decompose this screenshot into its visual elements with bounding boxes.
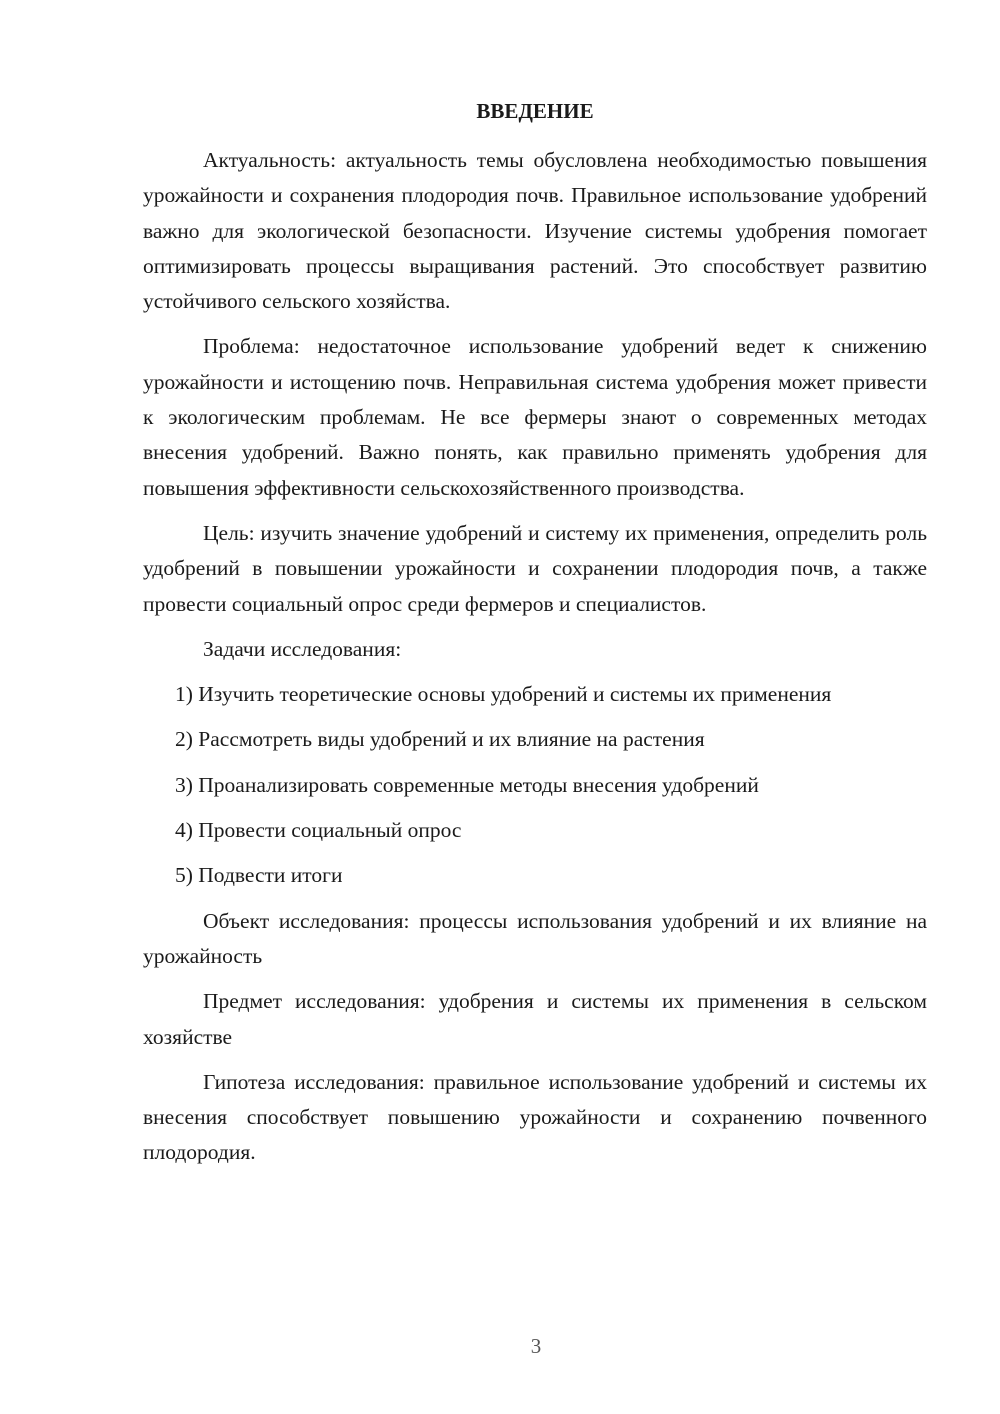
task-item: 2) Рассмотреть виды удобрений и их влияние на растения xyxy=(175,727,705,752)
paragraph-goal: Цель: изучить значение удобрений и систему их применения, определить роль удобрений в повышении урожайности и сохранении плодородия почв, а также провести социальный опрос среди фермеров и специалистов. xyxy=(143,520,927,616)
task-item: 4) Провести социальный опрос xyxy=(175,818,462,843)
paragraph-hypothesis: Гипотеза исследования: правильное использование удобрений и системы их внесения способствует повышению урожайности и сохранению почвенного плодородия. xyxy=(143,1069,927,1165)
task-item: 3) Проанализировать современные методы внесения удобрений xyxy=(175,772,759,797)
paragraph-object: Объект исследования: процессы использования удобрений и их влияние на урожайность xyxy=(143,908,927,968)
task-item: 1) Изучить теоретические основы удобрений и системы их применения xyxy=(175,682,832,707)
document-page xyxy=(143,96,927,1181)
page-title: ВВЕДЕНИЕ xyxy=(476,99,594,123)
paragraph-problem: Проблема: недостаточное использование удобрений ведет к снижению урожайности и истощению почв. Неправильная система удобрения может привести к экологическим проблемам. Не все фермеры знают о современных методах внесения удобрений. Важно понять, как правильно применять удобрения для повышения эффективности сельскохозяйственного производства. xyxy=(143,334,927,500)
task-item: 5) Подвести итоги xyxy=(175,863,343,888)
paragraph-relevance: Актуальность: актуальность темы обусловлена необходимостью повышения урожайности и сохранения плодородия почв. Правильное использование удобрений важно для экологической безопасности. Изучение системы удобрения помогает оптимизировать процессы выращивания растений. Это способствует развитию устойчивого сельского хозяйства. xyxy=(143,148,927,314)
page-number: 3 xyxy=(530,1334,542,1358)
paragraph-subject: Предмет исследования: удобрения и системы их применения в сельском хозяйстве xyxy=(143,989,927,1049)
tasks-heading: Задачи исследования: xyxy=(203,636,402,661)
task-list xyxy=(143,677,927,893)
